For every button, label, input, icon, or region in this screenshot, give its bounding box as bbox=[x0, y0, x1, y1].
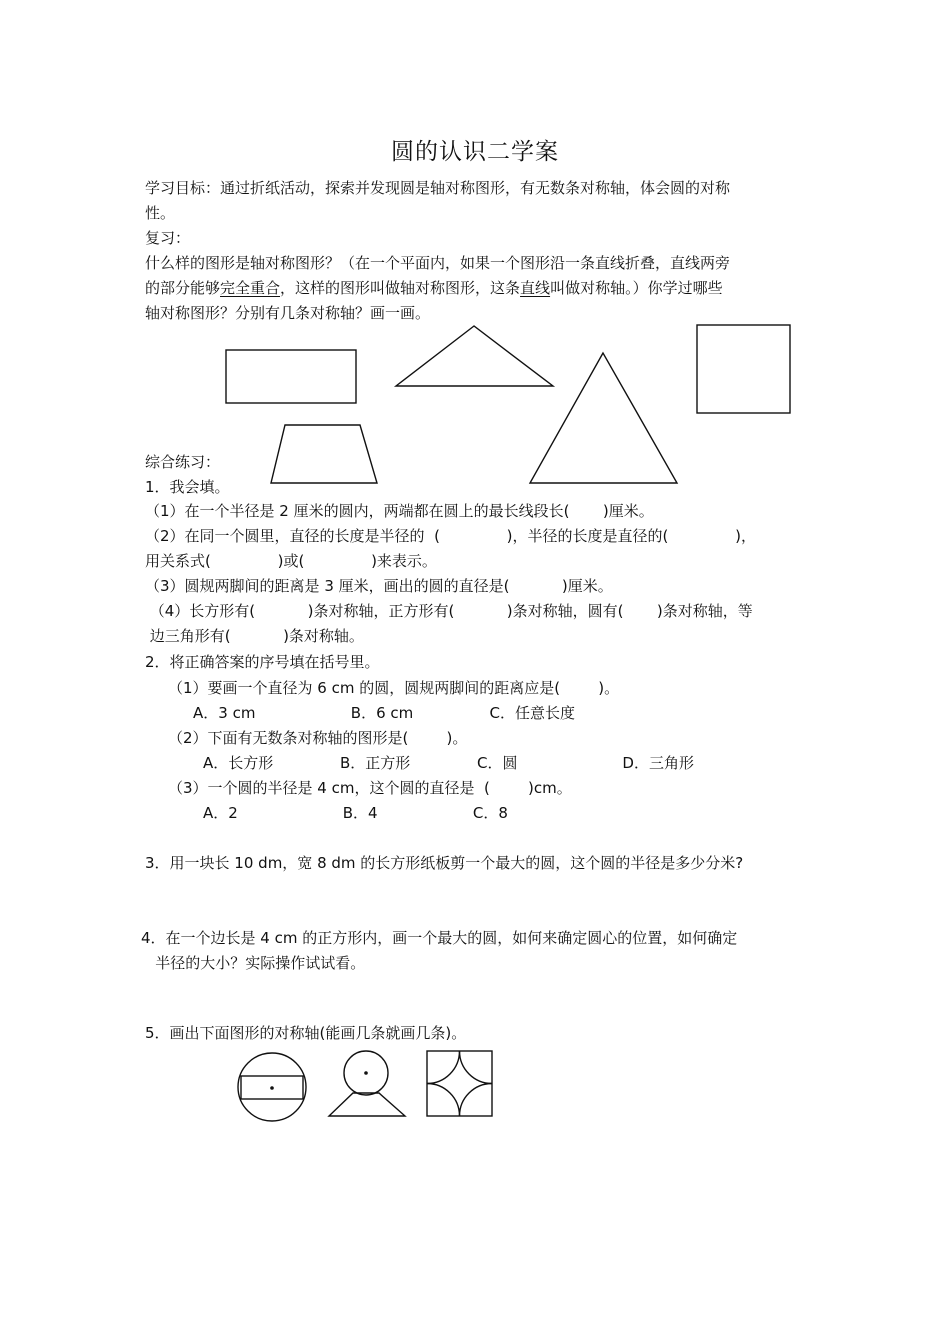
q2-heading: 2．将正确答案的序号填在括号里。 bbox=[145, 653, 380, 671]
q1-heading: 1．我会填。 bbox=[145, 478, 230, 496]
review-text-a: 的部分能够 bbox=[145, 279, 221, 297]
q3: 3．用一块长 10 dm，宽 8 dm 的长方形纸板剪一个最大的圆，这个圆的半径是多少分米? bbox=[145, 854, 744, 872]
q1-item-1: （1）在一个半径是 2 厘米的圆内，两端都在圆上的最长线段长( )厘米。 bbox=[145, 502, 654, 520]
review-text-b: ，这样的图形叫做轴对称图形，这条 bbox=[280, 279, 521, 297]
outer-square bbox=[427, 1051, 492, 1116]
q4-line-1: 4．在一个边长是 4 cm 的正方形内，画一个最大的圆，如何来确定圆心的位置，如何确定 bbox=[141, 929, 738, 947]
center-dot bbox=[270, 1086, 274, 1090]
objective-line-2: 性。 bbox=[145, 204, 176, 222]
q2-item-1-options: A．3 cm B．6 cm C．任意长度 bbox=[193, 704, 576, 722]
q1-item-2-line-2: 用关系式( )或( )来表示。 bbox=[145, 552, 437, 570]
equilateral-triangle-shape bbox=[530, 353, 677, 483]
petal-arc bbox=[460, 1084, 493, 1117]
rectangle-shape bbox=[226, 350, 356, 403]
review-line-3: 轴对称图形？分别有几条对称轴？画一画。 bbox=[145, 304, 431, 322]
obtuse-triangle-shape bbox=[396, 326, 553, 386]
q2-item-2-options: A．长方形 B．正方形 C．圆 D．三角形 bbox=[203, 754, 694, 772]
center-dot bbox=[364, 1071, 368, 1075]
q1-item-3: （3）圆规两脚间的距离是 3 厘米，画出的圆的直径是( )厘米。 bbox=[145, 577, 613, 595]
underlined-term-complete-overlap: 完全重合 bbox=[220, 279, 281, 297]
review-line-1: 什么样的图形是轴对称图形？（在一个平面内，如果一个图形沿一条直线折叠，直线两旁 bbox=[145, 254, 731, 272]
square-shape bbox=[697, 325, 790, 413]
square-with-petals-figure bbox=[427, 1051, 492, 1116]
practice-heading: 综合练习： bbox=[145, 453, 221, 471]
q1-item-4-line-1: （4）长方形有( )条对称轴，正方形有( )条对称轴，圆有( )条对称轴，等 bbox=[145, 602, 753, 620]
trapezoid-shape bbox=[271, 425, 377, 483]
q2-item-2: （2）下面有无数条对称轴的图形是( )。 bbox=[168, 729, 468, 747]
review-heading: 复习： bbox=[145, 229, 191, 247]
objective-line-1: 学习目标：通过折纸活动，探索并发现圆是轴对称图形，有无数条对称轴，体会圆的对称 bbox=[145, 179, 731, 197]
base-trapezoid bbox=[329, 1093, 405, 1116]
q1-item-2-line-1: （2）在同一个圆里，直径的长度是半径的 ( )，半径的长度是直径的( )， bbox=[145, 527, 756, 545]
page-title: 圆的认识二学案 bbox=[391, 139, 559, 165]
circle-on-trapezoid-figure bbox=[329, 1051, 405, 1116]
q4-line-2: 半径的大小？实际操作试试看。 bbox=[141, 954, 366, 972]
petal-arc bbox=[427, 1051, 460, 1084]
review-text-c: 叫做对称轴。）你学过哪些 bbox=[550, 279, 723, 297]
q2-item-1: （1）要画一个直径为 6 cm 的圆，圆规两脚间的距离应是( )。 bbox=[168, 679, 620, 697]
circle-with-rectangle-figure bbox=[238, 1053, 306, 1121]
q2-item-3-options: A．2 B．4 C．8 bbox=[203, 804, 508, 822]
q5: 5．画出下面图形的对称轴(能画几条就画几条)。 bbox=[145, 1024, 467, 1042]
q1-item-4-line-2: 边三角形有( )条对称轴。 bbox=[145, 627, 364, 645]
petal-arc bbox=[460, 1051, 493, 1084]
underlined-term-straight-line: 直线 bbox=[520, 279, 551, 297]
q2-item-3: （3）一个圆的半径是 4 cm，这个圆的直径是 ( )cm。 bbox=[168, 779, 572, 797]
petal-arc bbox=[427, 1084, 460, 1117]
